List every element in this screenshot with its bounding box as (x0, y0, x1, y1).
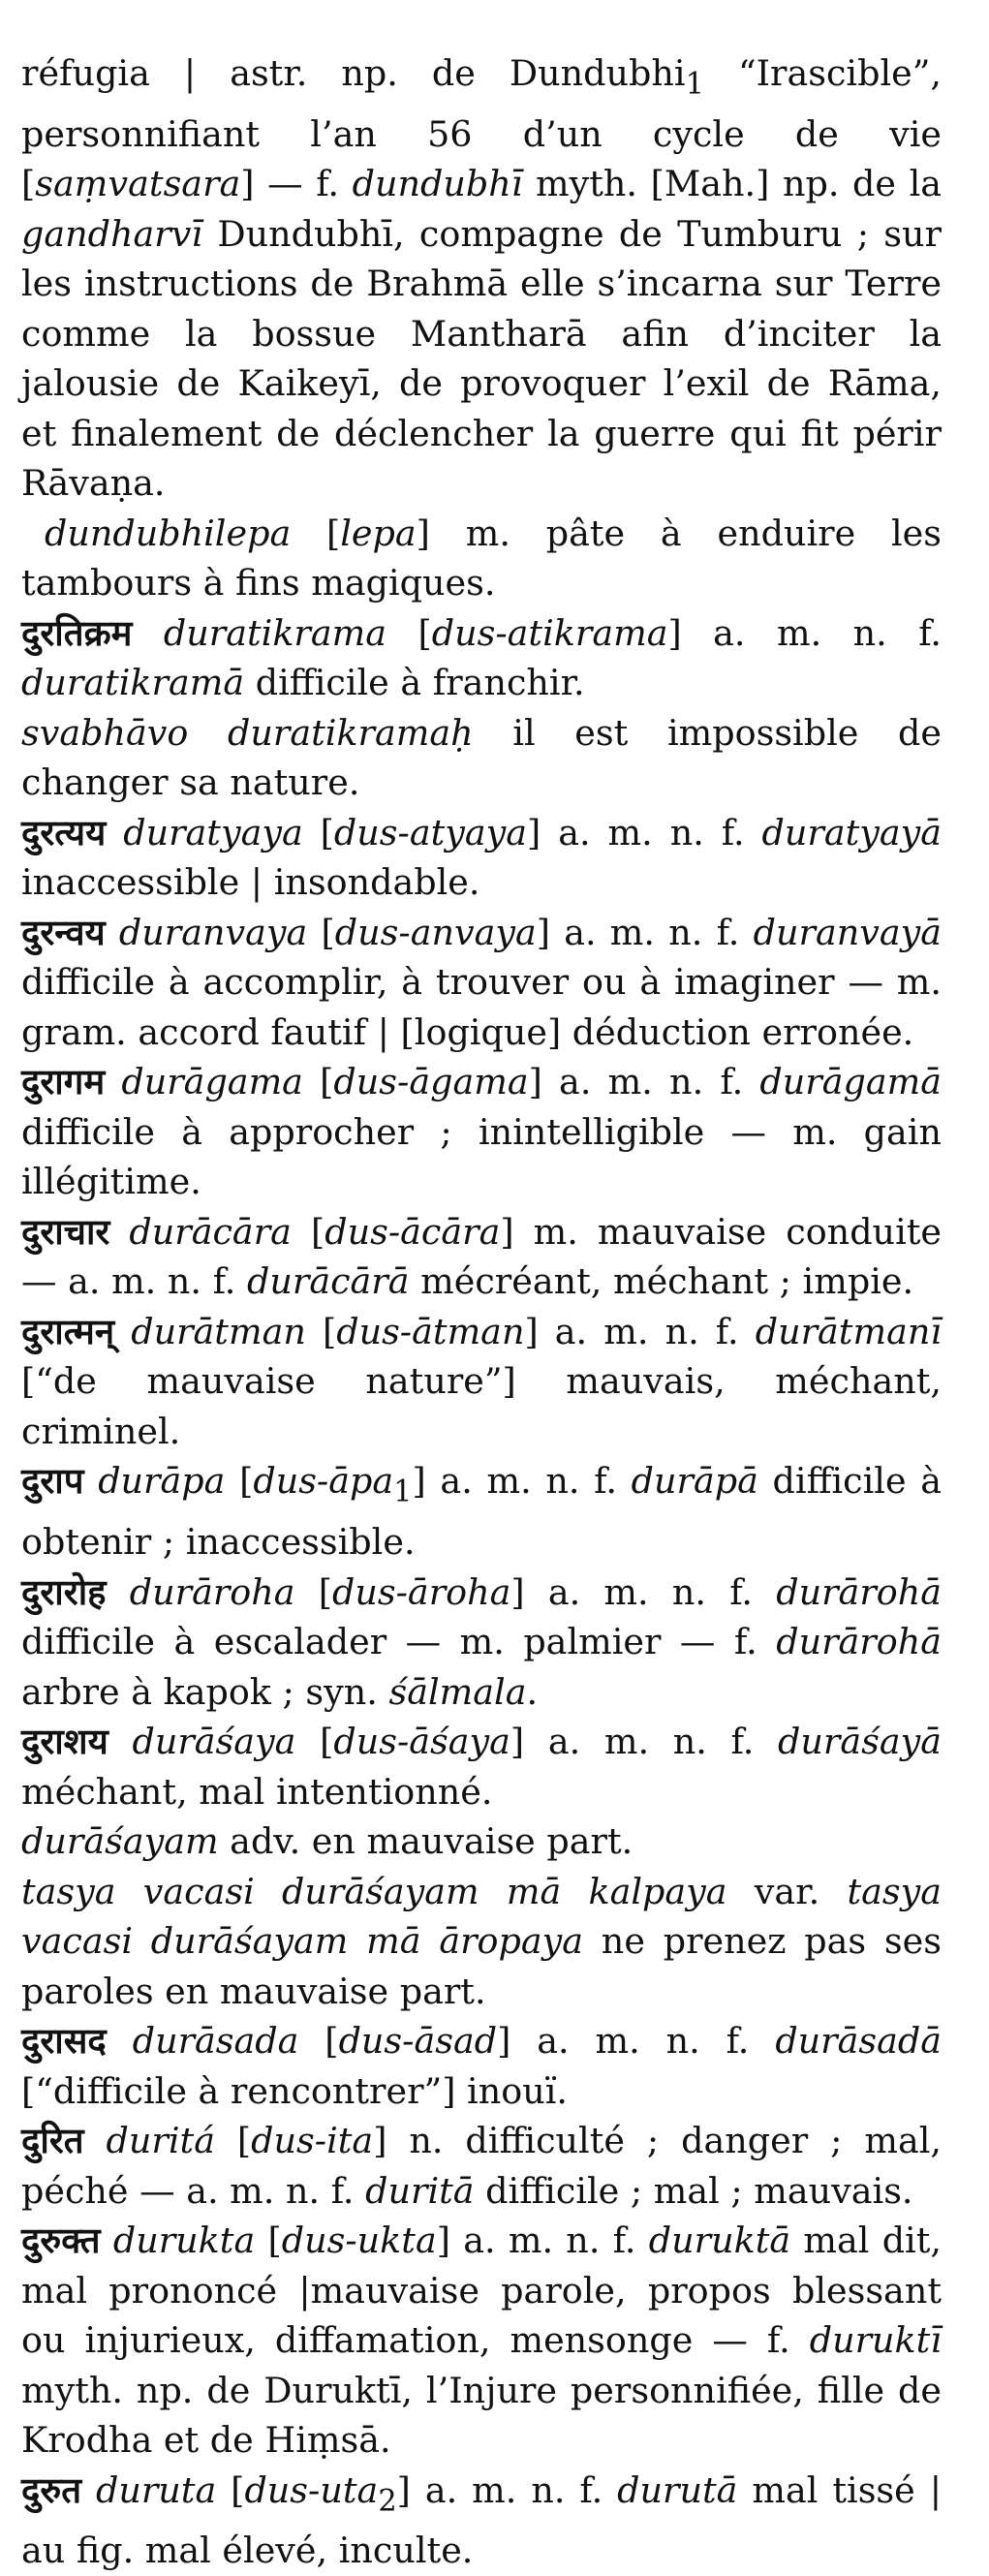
entry-text: difficile ; mal ; mauvais. (474, 2169, 913, 2212)
entry-text: [ (291, 1210, 325, 1253)
devanagari-headword: दुरारोह (21, 1570, 107, 1613)
entry-text (107, 2020, 133, 2062)
entry-text: myth. [Mah.] np. de la (522, 163, 942, 205)
dictionary-entry (21, 2016, 942, 2116)
dictionary-entry (21, 908, 942, 1058)
subscript-index: 1 (393, 1474, 413, 1509)
italic-term: duratyayā (761, 811, 943, 853)
dictionary-entry (21, 1307, 942, 1457)
entry-text: ] a. m. n. f. (528, 1061, 760, 1103)
dictionary-entry (21, 1207, 942, 1307)
italic-term: dus-āgama (333, 1061, 529, 1103)
entry-text: [ (305, 1310, 337, 1352)
entry-text: difficile à accomplir, à trouver ou à imaginer — m. gram. accord fautif | [logique] déduction erronée. (21, 961, 942, 1053)
entry-text: méchant, mal intentionné. (21, 1770, 493, 1813)
devanagari-headword: दुरतिक्रम (21, 611, 133, 654)
entry-text: [“difficile à rencontrer”] inouï. (21, 2069, 568, 2112)
entry-text: Dundubhī, compagne de Tumburu ; sur les instructions de Brahmā elle s’incarna sur Terre comme la bossue Mantharā afin d’inciter la jalousie de Kaikeyī, de provoquer l’exil de Rāma, et finalement de déclencher la guerre qui fit périr Rāvaṇa. (21, 212, 942, 505)
subscript-index: 2 (378, 2483, 397, 2518)
entry-text (132, 612, 163, 654)
entry-text: [ (302, 1061, 334, 1103)
italic-term: durukta (112, 2219, 256, 2262)
entry-text: ] a. m. n. f. (524, 1310, 756, 1352)
entry-text: ] a. m. n. f. (510, 1570, 777, 1613)
entry-text: myth. np. de Duruktī, l’Injure personnifiée, fille de Krodha et de Hiṃsā. (21, 2369, 942, 2462)
italic-term: duritá (106, 2120, 215, 2162)
entry-text: [ (225, 1460, 254, 1503)
italic-term: durāroha (129, 1570, 295, 1613)
entry-text: ] n. difficulté ; danger ; mal, péché — a. m. n. f. (21, 2120, 943, 2212)
devanagari-headword: दुरत्यय (21, 811, 107, 853)
entry-text (114, 1311, 131, 1352)
entry-text: réfugia | astr. np. de Dundubhi (21, 52, 686, 94)
entry-text: mal dit, mal prononcé |mauvaise parole, propos blessant ou injurieux, diffamation, mensonge — f. (21, 2219, 942, 2362)
italic-term: durātman (131, 1310, 306, 1352)
entry-text: adv. en mauvaise part. (218, 1820, 634, 1863)
devanagari-headword: दुरित (21, 2120, 84, 2162)
dictionary-entry (21, 1057, 942, 1207)
italic-term: dus-atikrama (431, 611, 668, 654)
entry-text: inaccessible | insondable. (21, 861, 480, 904)
entry-text: ] a. m. n. f. (510, 1721, 779, 1763)
entry-text: mécréant, méchant ; impie. (409, 1260, 914, 1303)
entry-text: arbre à kapok ; syn. (21, 1670, 389, 1713)
entry-text: [ (294, 1570, 332, 1613)
entry-text (109, 1211, 129, 1253)
entry-text: ] m. mauvaise conduite — a. m. n. f. (21, 1210, 943, 1303)
italic-term: dus-āroha (332, 1570, 511, 1613)
entry-text: ] a. m. n. f. (396, 2468, 618, 2511)
entry-text: ] a. m. n. f. (667, 611, 943, 654)
italic-term: dus-ācāra (325, 1210, 501, 1253)
italic-term: durāgama (121, 1061, 303, 1103)
entry-text: difficile à obtenir ; inaccessible. (21, 1460, 943, 1564)
entry-text: mal tissé | au fig. mal élevé, inculte. (21, 2468, 943, 2572)
italic-term: dundubhī (352, 163, 523, 205)
entry-text (106, 912, 119, 953)
dictionary-entry (21, 2466, 942, 2576)
dictionary-entry (21, 2216, 942, 2466)
entry-text: ] m. pâte à enduire les tambours à fins magiques. (21, 512, 942, 605)
entry-text: ] a. m. n. f. (497, 2020, 776, 2063)
entry-text (101, 2219, 113, 2261)
entry-text: [ (255, 2219, 282, 2262)
devanagari-headword: दुरन्वय (21, 911, 106, 953)
italic-term: dus-ita (251, 2120, 374, 2162)
entry-text: [“de mauvaise nature”] mauvais, méchant, criminel. (21, 1360, 942, 1452)
entry-text: var. (726, 1870, 848, 1912)
dictionary-entry (21, 808, 942, 908)
italic-term: dus-āpa (253, 1460, 394, 1503)
italic-term: dus-āśaya (333, 1721, 510, 1763)
italic-term: saṃvatsara (35, 163, 241, 205)
italic-term: durāsadā (775, 2020, 943, 2063)
italic-term: dus-atyaya (333, 811, 528, 853)
dictionary-entry (21, 1867, 942, 2017)
devanagari-headword: दुराशय (21, 1721, 108, 1763)
dictionary-entry (21, 48, 942, 509)
italic-term: durutā (617, 2468, 738, 2511)
italic-term: dus-āsad (338, 2020, 498, 2063)
italic-term: duranvaya (118, 911, 308, 953)
entry-text: [ (216, 2468, 245, 2511)
italic-term: dus-anvaya (334, 911, 537, 953)
entry-text: ] — f. (240, 163, 353, 205)
dictionary-entry (21, 2116, 942, 2216)
italic-term: durācāra (129, 1210, 292, 1253)
italic-term: duruta (95, 2468, 217, 2511)
italic-term: duranvayā (753, 911, 943, 953)
devanagari-headword: दुरात्मन् (21, 1310, 115, 1352)
entry-text: [ (295, 1721, 334, 1763)
italic-term: durārohā (776, 1570, 943, 1613)
devanagari-headword: दुरासद (21, 2020, 107, 2063)
dictionary-entry (21, 1717, 942, 1816)
italic-term: duruktī (809, 2319, 942, 2362)
dictionary-entry (21, 608, 942, 708)
dictionary-entry (21, 1456, 942, 1567)
italic-term: duritā (365, 2169, 475, 2212)
entry-text: ] a. m. n. f. (436, 2219, 649, 2262)
entry-text: difficile à escalader — m. palmier — f. (21, 1621, 777, 1663)
entry-text: . (526, 1670, 539, 1713)
entry-text: difficile à approcher ; inintelligible — m. gain illégitime. (21, 1110, 942, 1203)
devanagari-headword: दुरुक्त (21, 2219, 101, 2262)
entry-text: [ (291, 512, 341, 554)
dictionary-entry (21, 1816, 942, 1867)
italic-term: durācārā (247, 1260, 410, 1303)
italic-term: duratikrama (163, 611, 387, 654)
italic-term: durāgamā (759, 1061, 942, 1103)
entry-text: ] a. m. n. f. (527, 811, 762, 853)
entry-text (106, 812, 123, 853)
entry-text: difficile à franchir. (244, 662, 585, 704)
devanagari-headword: दुरुत (21, 2468, 82, 2511)
italic-term: durāpa (98, 1460, 226, 1503)
italic-term: durāpā (631, 1460, 758, 1503)
devanagari-headword: दुराप (21, 1460, 84, 1503)
italic-term: gandharvī (21, 212, 203, 255)
italic-term: duratyaya (123, 811, 303, 853)
italic-term: durātmanī (755, 1310, 943, 1352)
entry-text (84, 1460, 99, 1502)
devanagari-headword: दुराचार (21, 1210, 110, 1253)
entry-text: “Irascible”, personnifiant l’an 56 d’un cycle de vie [ (21, 52, 943, 205)
italic-term: śālmala (388, 1670, 527, 1713)
entry-text: [ (302, 811, 334, 853)
italic-term: lepa (340, 512, 417, 554)
dictionary-entry (21, 708, 942, 808)
entry-text (81, 2469, 96, 2511)
italic-term: durāśayam (21, 1820, 219, 1863)
italic-term: dus-ātman (336, 1310, 525, 1352)
entry-text: [ (386, 611, 432, 654)
italic-term: durāśayā (778, 1721, 943, 1763)
italic-term: dundubhilepa (45, 512, 292, 554)
entry-text: ] a. m. n. f. (536, 911, 754, 953)
entry-text (84, 2120, 107, 2161)
entry-text: ] a. m. n. f. (412, 1460, 632, 1503)
entry-text (105, 1061, 121, 1102)
dictionary-entry (21, 509, 942, 608)
italic-term: duratikramā (21, 662, 245, 704)
italic-term: durāśaya (132, 1721, 296, 1763)
italic-term: durāsada (132, 2020, 299, 2063)
italic-term: duruktā (648, 2219, 791, 2262)
italic-term: dus-ukta (281, 2219, 437, 2262)
subscript-index: 1 (685, 67, 704, 102)
entry-text (108, 1721, 133, 1762)
italic-term: tasya vacasi durāśayam mā āropaya (21, 1870, 942, 1963)
italic-term: tasya vacasi durāśayam mā kalpaya (21, 1870, 727, 1912)
entry-text: [ (307, 911, 335, 953)
entry-text: [ (298, 2020, 339, 2063)
devanagari-headword: दुरागम (21, 1061, 106, 1103)
italic-term: svabhāvo duratikramaḥ (21, 711, 474, 754)
entry-text: [ (214, 2120, 252, 2162)
entry-text: ne prenez pas ses paroles en mauvaise part. (21, 1920, 942, 2012)
entry-text: il est impossible de changer sa nature. (21, 711, 942, 804)
entry-text (107, 1571, 130, 1613)
italic-term: durārohā (776, 1621, 942, 1663)
dictionary-entry (21, 1567, 942, 1718)
italic-term: dus-uta (244, 2468, 379, 2511)
